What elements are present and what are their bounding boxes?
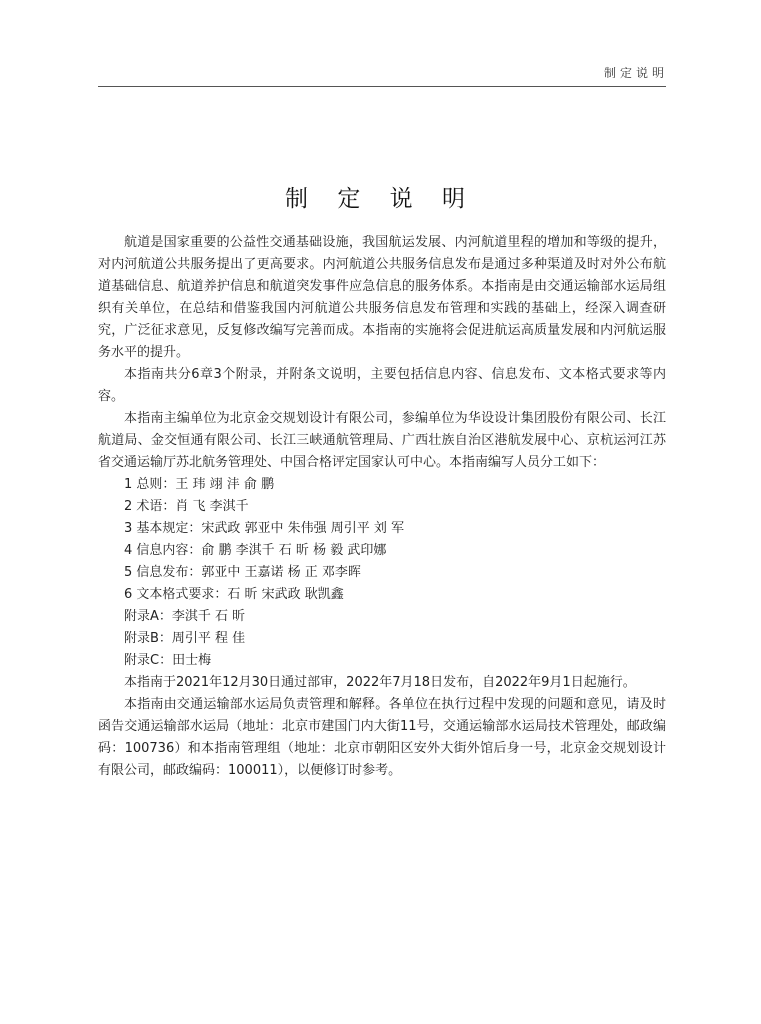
running-head-title: 制定说明 <box>603 66 668 80</box>
list-item: 3 基本规定：宋武政 郭亚中 朱伟强 周引平 刘 军 <box>124 521 405 536</box>
paragraph-dates: 本指南于2021年12月30日通过部审，2022年7月18日发布，自2022年9月1日起施行。 <box>124 675 636 690</box>
list-item: 5 信息发布：郭亚中 王嘉诺 杨 正 邓李晖 <box>124 565 361 580</box>
paragraph-units: 本指南主编单位为北京金交规划设计有限公司，参编单位为华设设计集团股份有限公司、长江航道局、金交恒通有限公司、长江三峡通航管理局、广西壮族自治区港航发展中心、京杭运河江苏省交通运输厅苏北航务管理处、中国合格评定国家认可中心。本指南编写人员分工如下： <box>98 411 666 470</box>
body-text <box>98 232 666 782</box>
list-item: 附录A：李淇千 石 昕 <box>124 609 246 624</box>
paragraph-structure: 本指南共分6章3个附录，并附条文说明，主要包括信息内容、信息发布、文本格式要求等内容。 <box>98 367 666 404</box>
list-item: 附录C：田士梅 <box>124 653 212 668</box>
author-list <box>98 474 666 672</box>
list-item: 4 信息内容：俞 鹏 李淇千 石 昕 杨 毅 武印娜 <box>124 543 387 558</box>
list-item: 2 术语：肖 飞 李淇千 <box>124 499 249 514</box>
list-item: 附录B：周引平 程 佳 <box>124 631 246 646</box>
header-rule <box>98 86 666 87</box>
page-title: 制 定 说 明 <box>285 186 476 212</box>
paragraph-intro: 航道是国家重要的公益性交通基础设施，我国航运发展、内河航道里程的增加和等级的提升，对内河航道公共服务提出了更高要求。内河航道公共服务信息发布是通过多种渠道及时对外公布航道基础信息、航道养护信息和航道突发事件应急信息的服务体系。本指南是由交通运输部水运局组织有关单位，在总结和借鉴我国内河航道公共服务信息发布管理和实践的基础上，经深入调查研究，广泛征求意见，反复修改编写完善而成。本指南的实施将会促进航运高质量发展和内河航运服务水平的提升。 <box>98 235 666 360</box>
list-item: 1 总则：王 玮 翊 沣 俞 鹏 <box>124 477 275 492</box>
list-item: 6 文本格式要求：石 昕 宋武政 耿凯鑫 <box>124 587 344 602</box>
paragraph-contact: 本指南由交通运输部水运局负责管理和解释。各单位在执行过程中发现的问题和意见，请及时函告交通运输部水运局（地址：北京市建国门内大街11号，交通运输部水运局技术管理处，邮政编码：100736）和本指南管理组（地址：北京市朝阳区安外大街外馆后身一号，北京金交规划设计有限公司，邮政编码：100011），以便修订时参考。 <box>98 697 666 778</box>
